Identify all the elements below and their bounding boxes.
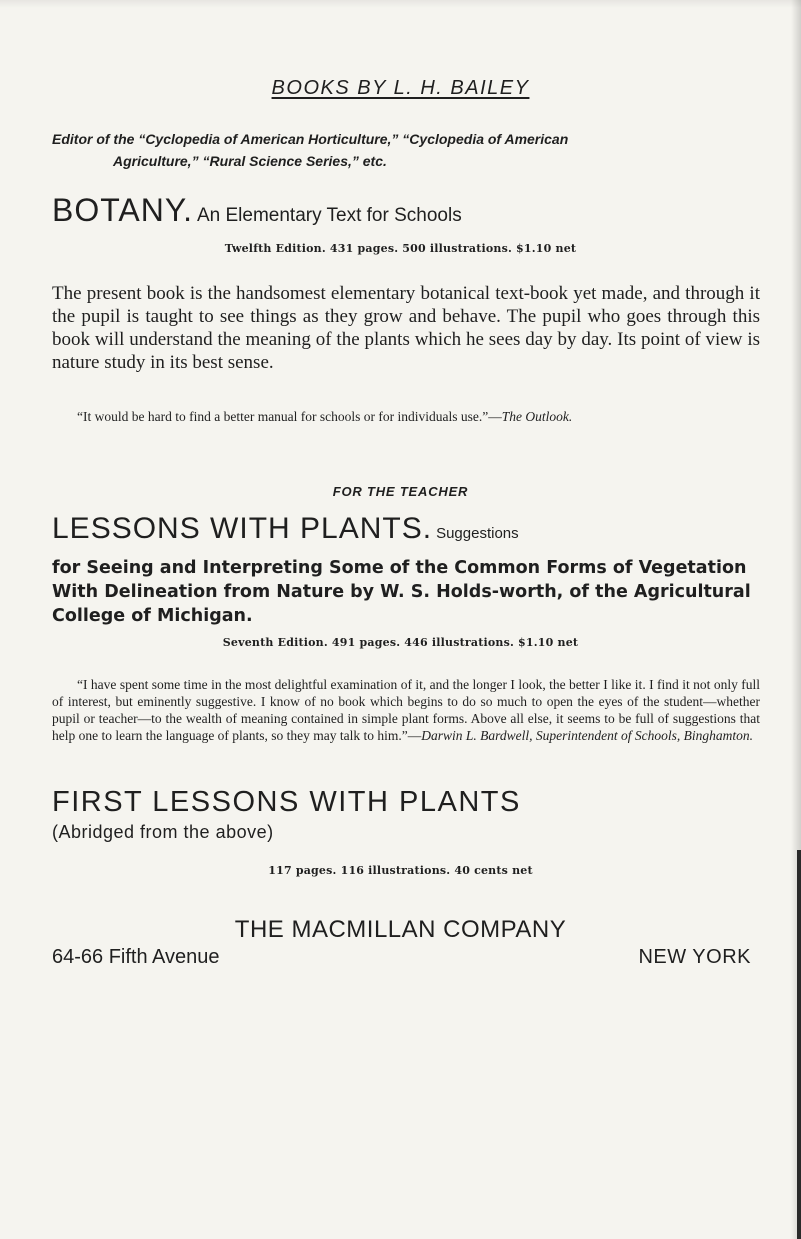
lessons-subtitle: for Seeing and Interpreting Some of the Common Forms of Vegetation With Delineation from Nature by W. S. Holds-worth, of the Agricultural College of Michigan.: [52, 558, 751, 626]
first-lessons-subtitle: (Abridged from the above): [52, 822, 274, 842]
botany-subtitle: An Elementary Text for Schools: [196, 205, 462, 226]
botany-description: The present book is the handsomest elementary botanical text-book yet made, and through it the pupil is taught to see things as they grow and behave. The pupil who goes through this book will understand the meaning of the plants which he sees day by day. Its point of view is nature study in its best sense.: [52, 283, 760, 373]
teacher-section-label: FOR THE TEACHER: [332, 484, 469, 499]
first-lessons-edition-info: 117 pages. 116 illustrations. 40 cents net: [268, 864, 533, 877]
page-top-shading: [0, 0, 801, 8]
botany-edition-info: Twelfth Edition. 431 pages. 500 illustrations. $1.10 net: [224, 242, 577, 255]
editor-note-line-2: Agriculture,” “Rural Science Series,” etc.: [113, 153, 387, 169]
lessons-subtitle-lead: Suggestions: [436, 525, 519, 542]
botany-quote-text: “It would be hard to find a better manual for schools or for individuals use.”—: [77, 409, 502, 424]
lessons-title: LESSONS WITH PLANTS.: [52, 512, 433, 545]
botany-heading: [52, 192, 772, 229]
publisher-name: THE MACMILLAN COMPANY: [234, 916, 567, 943]
botany-review-quote: [52, 408, 760, 425]
publisher-city: NEW YORK: [638, 946, 751, 968]
botany-title: BOTANY.: [52, 192, 193, 228]
page-header: BOOKS BY L. H. BAILEY: [271, 77, 530, 99]
editor-note-line-1: Editor of the “Cyclopedia of American Horticulture,” “Cyclopedia of American: [52, 131, 569, 147]
lessons-heading: [52, 512, 772, 546]
first-lessons-title: FIRST LESSONS WITH PLANTS: [52, 786, 521, 818]
lessons-quote-source: Darwin L. Bardwell, Superintendent of Schools, Binghamton.: [421, 728, 754, 743]
lessons-review-quote: [52, 676, 760, 744]
lessons-quote-text: “I have spent some time in the most delightful examination of it, and the longer I look, the better I like it. I find it not only full of interest, but eminently suggestive. I know of no book which begins to do so much to open the eyes of the student—whether pupil or teacher—to the wealth of meaning contained in simple plant forms. Above all else, it seems to be full of suggestions that help one to learn the language of plants, so they may talk to him.”—: [52, 677, 760, 743]
publisher-address: 64-66 Fifth Avenue: [52, 946, 220, 968]
botany-quote-source: The Outlook.: [501, 409, 573, 424]
binding-edge: [797, 850, 801, 1239]
lessons-edition-info: Seventh Edition. 491 pages. 446 illustrations. $1.10 net: [222, 636, 579, 649]
